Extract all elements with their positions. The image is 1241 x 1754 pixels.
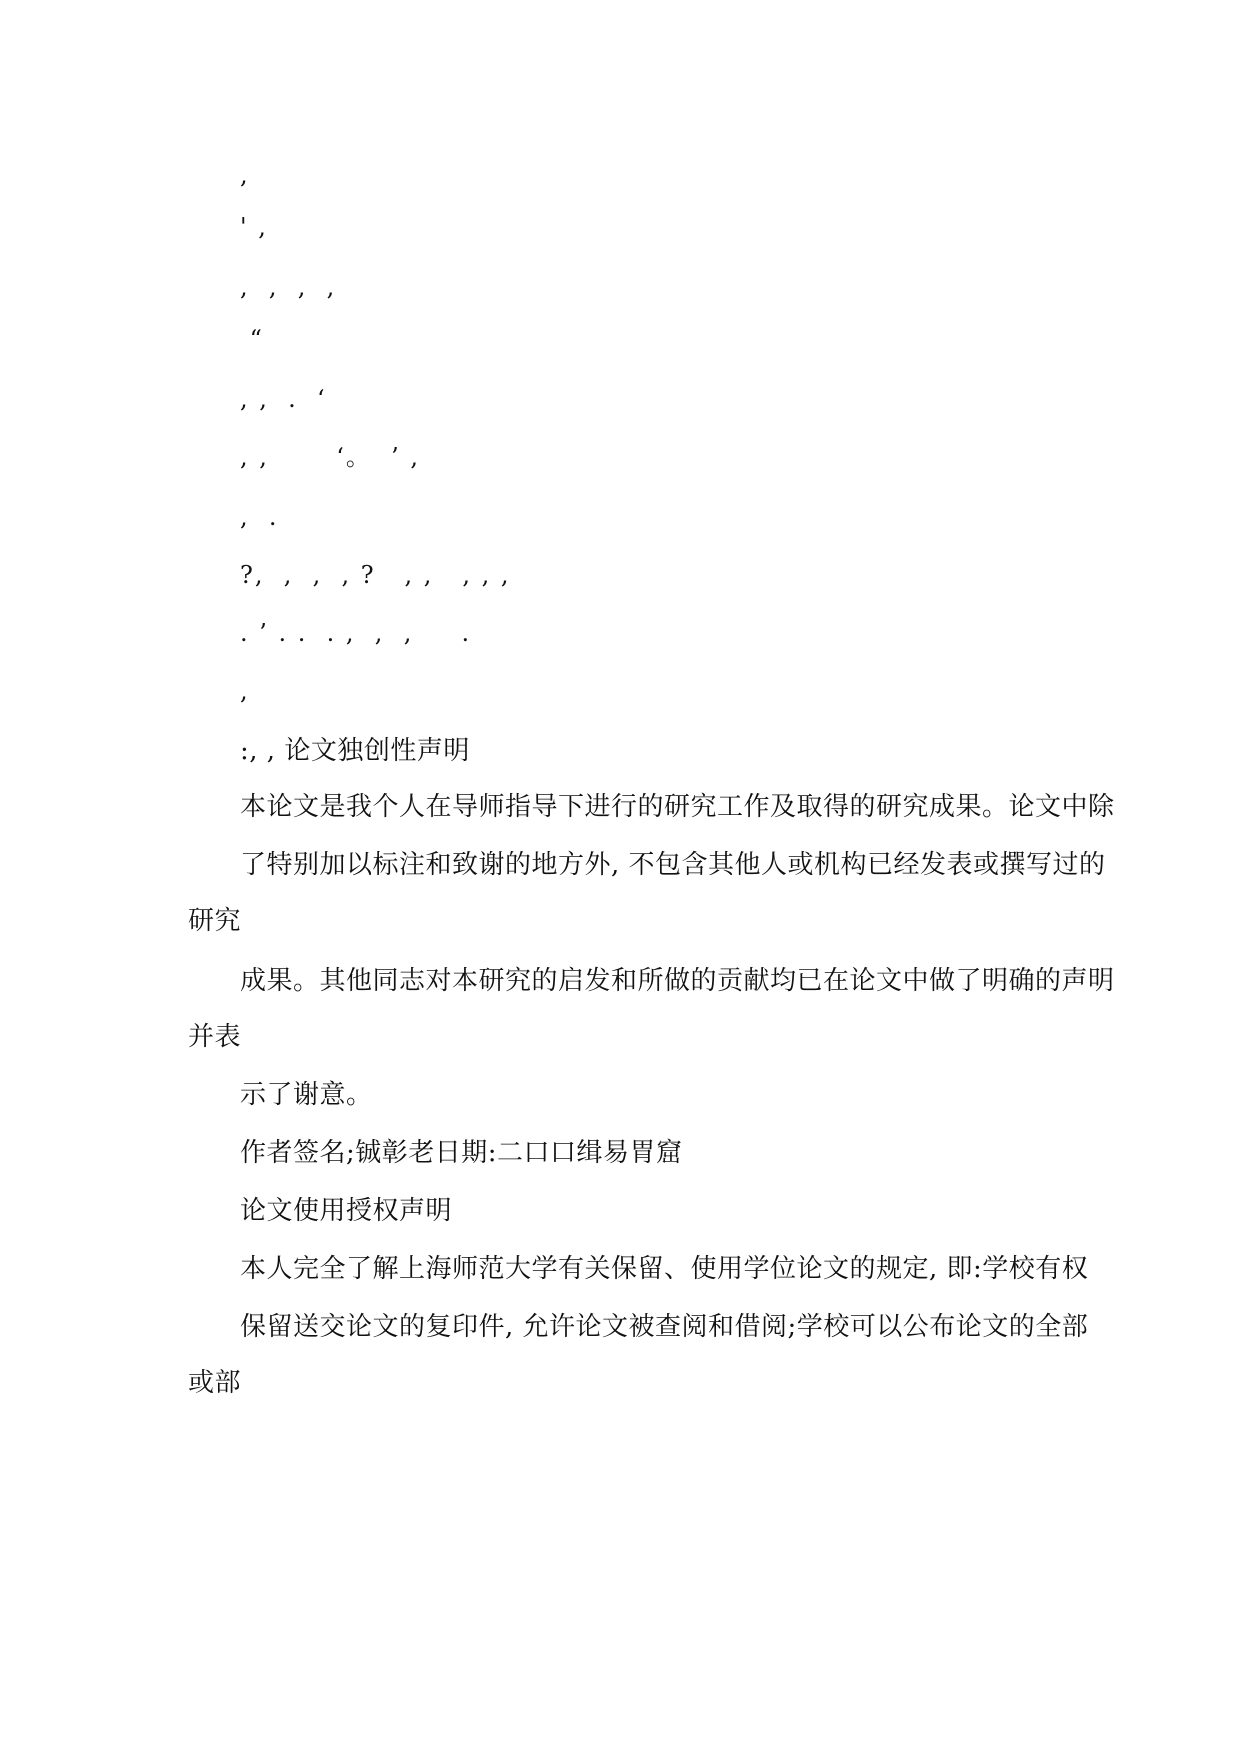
authorization-text-line: 保留送交论文的复印件, 允许论文被查阅和借阅;学校可以公布论文的全部 <box>240 1312 1089 1342</box>
punctuation-line: , , , , <box>240 273 337 301</box>
declaration-text-line: 本论文是我个人在导师指导下进行的研究工作及取得的研究成果。论文中除 <box>240 792 1115 822</box>
declaration-text-line: 研究 <box>188 906 242 936</box>
declaration-text-line: 并表 <box>188 1022 242 1052</box>
punctuation-line: , <box>240 161 250 189</box>
originality-declaration-heading: :, , 论文独创性声明 <box>240 736 470 766</box>
punctuation-line: , . <box>240 503 279 531</box>
punctuation-line: ' , <box>240 213 268 241</box>
authorization-text-line: 本人完全了解上海师范大学有关保留、使用学位论文的规定, 即:学校有权 <box>240 1254 1089 1284</box>
author-signature-line: 作者签名;铖彰老日期:二口口缉易胃窟 <box>240 1138 683 1168</box>
punctuation-line: . ’ . . . , , , . <box>240 619 472 647</box>
punctuation-line: , <box>240 677 250 705</box>
declaration-text-line: 成果。其他同志对本研究的启发和所做的贡献均已在论文中做了明确的声明 <box>240 966 1115 996</box>
punctuation-line: “ <box>240 325 264 353</box>
declaration-text-line: 示了谢意。 <box>240 1080 373 1110</box>
authorization-declaration-heading: 论文使用授权声明 <box>240 1196 453 1226</box>
authorization-text-line: 或部 <box>188 1368 242 1398</box>
punctuation-line: , , ‘。 ’ , <box>240 443 421 471</box>
punctuation-line: , , . ‘ <box>240 385 327 413</box>
declaration-text-line: 了特别加以标注和致谢的地方外, 不包含其他人或机构已经发表或撰写过的 <box>240 850 1106 880</box>
punctuation-line: ?, , , , ? , , , , , <box>240 561 511 589</box>
